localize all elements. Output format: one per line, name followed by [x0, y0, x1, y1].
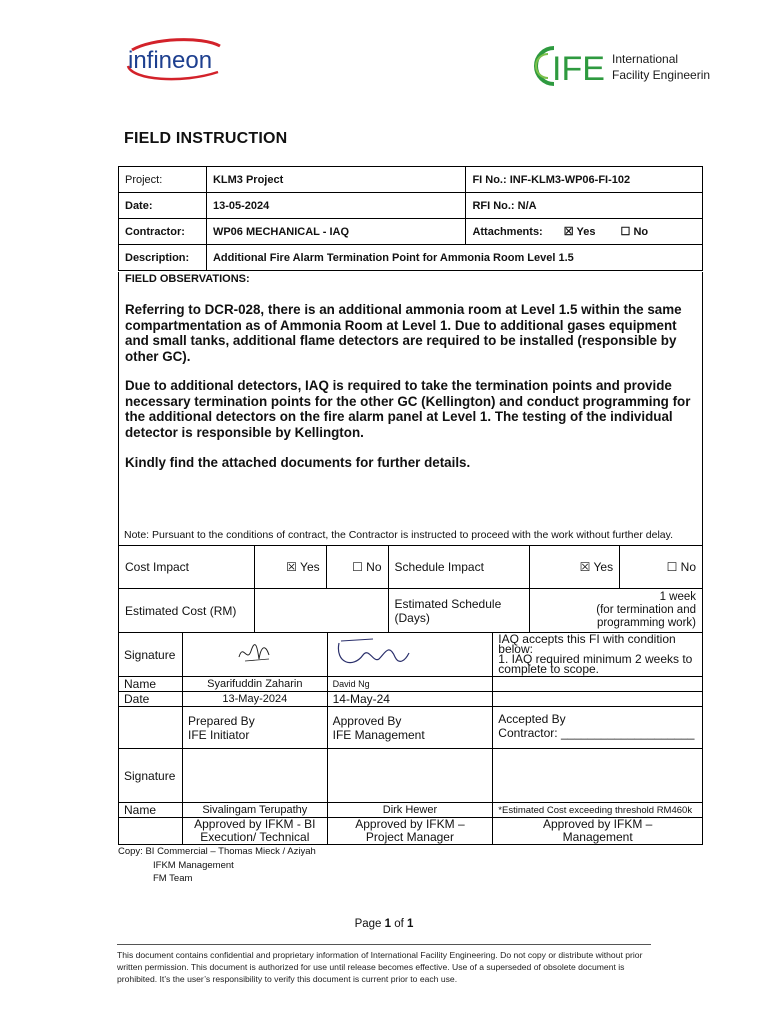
- page-title: FIELD INSTRUCTION: [124, 130, 288, 147]
- mgmt-signature: [493, 749, 703, 803]
- contract-note: Note: Pursuant to the conditions of contract, the Contractor is instructed to proceed with the work without further delay.: [124, 529, 674, 541]
- schedule-impact-label: Schedule Impact: [388, 546, 530, 589]
- observations-heading: FIELD OBSERVATIONS:: [125, 273, 250, 285]
- name-label: Name: [119, 677, 183, 692]
- schedule-impact-yes: ☒ Yes: [530, 546, 620, 589]
- svg-text:International: International: [612, 52, 679, 66]
- pm-signature: [327, 749, 493, 803]
- cost-impact-yes: ☒ Yes: [254, 546, 326, 589]
- date-label-sign: Date: [119, 692, 183, 707]
- signature-scribble-icon: [333, 633, 413, 673]
- accepted-by-role: Accepted By Contractor: ____________________: [493, 707, 703, 749]
- copy-line: IFKM Management: [153, 859, 234, 871]
- infineon-logo: [122, 36, 226, 84]
- observation-paragraph-2: Due to additional detectors, IAQ is required to take the termination points and provide necessary termination points for the other GC (Kellington) and conduct programming for the additional detectors on the fire alarm panel at Level 1. The testing of the individual detector is responsible by Kellington.: [125, 378, 691, 440]
- empty-cell-2: [119, 818, 183, 845]
- impact-table: [118, 545, 703, 633]
- signature-scribble-icon: [235, 637, 275, 669]
- observation-paragraph-3: Kindly find the attached documents for further details.: [125, 455, 471, 470]
- pm-role: Approved by IFKM – Project Manager: [327, 818, 493, 845]
- empty-cell: [119, 707, 183, 749]
- copy-line: Copy: BI Commercial – Thomas Mieck / Aziyah: [118, 846, 316, 857]
- rfi-number: RFI No.: N/A: [466, 193, 703, 219]
- svg-text:infineon: infineon: [128, 47, 213, 74]
- contractor-value: WP06 MECHANICAL - IAQ: [206, 219, 465, 245]
- attachments-no-checkbox: ☐ No: [620, 226, 649, 238]
- signature-label: Signature: [119, 633, 183, 677]
- footer-divider: [117, 944, 651, 945]
- description-label: Description:: [119, 245, 207, 271]
- copy-list: [118, 845, 316, 886]
- cost-impact-label: Cost Impact: [119, 546, 255, 589]
- date-label: Date:: [119, 193, 207, 219]
- svg-text:IFE: IFE: [552, 50, 605, 88]
- approved-by-role: Approved By IFE Management: [327, 707, 493, 749]
- project-value: KLM3 Project: [206, 167, 465, 193]
- svg-text:Facility Engineering: Facility Engineering: [612, 68, 710, 82]
- threshold-note: *Estimated Cost exceeding threshold RM460k: [493, 803, 703, 818]
- approved-date: 14-May-24: [327, 692, 493, 707]
- accepted-name: [493, 677, 703, 692]
- copy-line: FM Team: [153, 873, 193, 884]
- prepared-signature: [182, 633, 327, 677]
- cost-impact-no: ☐ No: [326, 546, 388, 589]
- signoff-table: [118, 632, 703, 845]
- prepared-name: Syarifuddin Zaharin: [182, 677, 327, 692]
- estimated-schedule-value: 1 week (for termination and programming work): [530, 589, 703, 633]
- approved-signature: [327, 633, 493, 677]
- attachments-cell: [466, 219, 703, 245]
- pm-name: Dirk Hewer: [327, 803, 493, 818]
- observation-paragraph-1: Referring to DCR-028, there is an additional ammonia room at Level 1.5 within the same compartmentation as of Ammonia Room at Level 1. Due to additional gases equipment and small tanks, additional flame detectors are required to be installed (responsible by other GC).: [125, 302, 682, 364]
- bi-role: Approved by IFKM - BI Execution/ Technical: [182, 818, 327, 845]
- approved-name: David Ng: [327, 677, 493, 692]
- disclaimer: This document contains confidential and proprietary information of International Facility Engineering. Do not copy or distribute without prior written permission. This document is authorized for use until release becomes effective. Use of a superseded of obsolete document is prohibited. It’s the user’s responsibility to verify this document is current prior to each use.: [117, 950, 643, 984]
- field-observations: [118, 272, 703, 545]
- prepared-by-role: Prepared By IFE Initiator: [182, 707, 327, 749]
- header-table: [118, 166, 703, 271]
- bi-signature: [182, 749, 327, 803]
- estimated-cost-value: [254, 589, 388, 633]
- estimated-cost-label: Estimated Cost (RM): [119, 589, 255, 633]
- attachments-label: Attachments:: [472, 226, 543, 238]
- fi-number: FI No.: INF-KLM3-WP06-FI-102: [466, 167, 703, 193]
- signature-label-2: Signature: [119, 749, 183, 803]
- schedule-impact-no: ☐ No: [620, 546, 703, 589]
- prepared-date: 13-May-2024: [182, 692, 327, 707]
- ife-logo: [534, 44, 710, 88]
- bi-name: Sivalingam Terupathy: [182, 803, 327, 818]
- iaq-condition-note: IAQ accepts this FI with condition below: 1. IAQ required minimum 2 weeks to complete to scope.: [493, 633, 703, 677]
- name-label-2: Name: [119, 803, 183, 818]
- date-value: 13-05-2024: [206, 193, 465, 219]
- accepted-date: [493, 692, 703, 707]
- contractor-label: Contractor:: [119, 219, 207, 245]
- mgmt-role: Approved by IFKM – Management: [493, 818, 703, 845]
- attachments-yes-checkbox: ☒ Yes: [563, 226, 596, 238]
- project-label: Project:: [119, 167, 207, 193]
- page-number: Page 1 of 1: [354, 918, 414, 930]
- estimated-schedule-label: Estimated Schedule (Days): [388, 589, 530, 633]
- description-value: Additional Fire Alarm Termination Point for Ammonia Room Level 1.5: [206, 245, 702, 271]
